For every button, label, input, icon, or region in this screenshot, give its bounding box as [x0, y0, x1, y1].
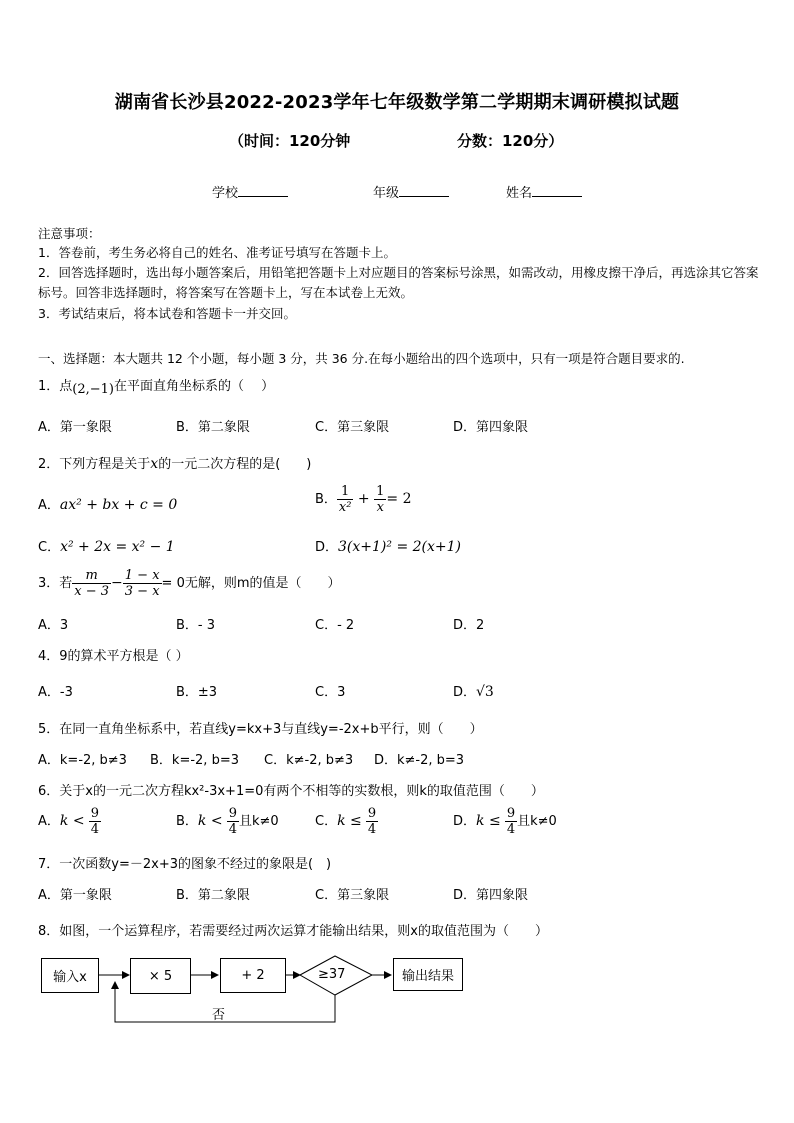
q6-option-b: B．k < $\frac{9}{4}$ 且k≠0: [176, 806, 279, 837]
question-1: [38, 375, 275, 397]
grade-field: [373, 182, 449, 201]
question-7: 7．一次函数y=－2x+3的图象不经过的象限是( ): [38, 857, 332, 872]
flow-add-box: + 2: [220, 958, 286, 993]
exam-score: 分数：120分）: [457, 132, 564, 150]
question-8: 8．如图，一个运算程序，若需要经过两次运算才能输出结果，则x的取值范围为（ ）: [38, 924, 548, 939]
school-field: [212, 182, 288, 201]
q4-option-b: B．±3: [176, 685, 218, 700]
q3-frac1: $\frac{m}{x - 3}$: [74, 568, 110, 599]
q2-b-frac1: $\frac{1}{\text{x²}}$: [338, 484, 352, 515]
q3-option-c: C．- 2: [315, 618, 355, 633]
q5-option-b: B．k=-2, b=3: [150, 753, 239, 768]
note-item-2: 2．回答选择题时，选出每小题答案后，用铅笔把答题卡上对应题目的答案标号涂黑，如需改动，用橡皮擦干净后，再选涂其它答案标号。回答非选择题时，将答案写在答题卡上，写在本试卷上无效。: [38, 265, 759, 300]
q2-b-frac2: $\frac{1}{x}$: [376, 484, 385, 515]
name-field: [506, 182, 582, 201]
q6-option-d: D．k ≤ $\frac{9}{4}$ 且k≠0: [453, 806, 557, 837]
q3-option-a: A．3: [38, 618, 69, 633]
q1-option-d: D．第四象限: [453, 420, 529, 435]
q7-option-c: C．第三象限: [315, 888, 390, 903]
school-blank: [238, 184, 288, 197]
school-label: 学校: [212, 186, 239, 201]
q5-option-a: A．k=-2, b≠3: [38, 753, 127, 768]
q2-option-c: C．x² + 2x = x² − 1: [38, 539, 175, 555]
q3-post: = 0无解，则m的值是（ ）: [161, 576, 341, 591]
q1-point: (2,−1): [72, 382, 114, 397]
question-2: [38, 453, 311, 472]
q6-option-c: C．k ≤ $\frac{9}{4}$: [315, 806, 377, 837]
name-blank: [532, 184, 582, 197]
q2-option-d: D．3(x+1)² = 2(x+1): [315, 539, 461, 555]
q6-b-frac: $\frac{9}{4}$: [228, 806, 238, 837]
question-6: 6．关于x的一元二次方程kx²-3x+1=0有两个不相等的实数根，则k的取值范围（ ）: [38, 784, 544, 799]
grade-blank: [399, 184, 449, 197]
q4-d-math: √3: [476, 684, 494, 700]
q2-option-a: A．ax² + bx + c = 0: [38, 497, 178, 513]
q2-option-b: B． $\frac{1}{\text{x²}}$ + $\frac{1}{x}$ = 2: [315, 484, 412, 515]
q6-a-frac: $\frac{9}{4}$: [90, 806, 99, 837]
q1-option-c: C．第三象限: [315, 420, 390, 435]
q4-option-c: C．3: [315, 685, 346, 700]
note-item-1: 1．答卷前，考生务必将自己的姓名、准考证号填写在答题卡上。: [38, 245, 396, 260]
notes-heading: 注意事项：: [38, 226, 101, 241]
q2-d-math: 3(x+1)² = 2(x+1): [338, 539, 461, 555]
q2-post: 的一元二次方程的是( ): [158, 457, 312, 472]
q1-pre: 1．点: [38, 379, 73, 394]
q4-d-label: D．: [453, 685, 477, 700]
q3-frac2: $\frac{1 - x}{3 - x}$: [124, 568, 160, 599]
q7-option-b: B．第二象限: [176, 888, 250, 903]
q1-option-a: A．第一象限: [38, 420, 112, 435]
q4-option-d: [453, 681, 494, 700]
flow-output-box: 输出结果: [393, 958, 463, 991]
question-4: 4．9的算术平方根是（ ）: [38, 649, 189, 664]
q2-b-tail: = 2: [386, 491, 412, 507]
q1-option-b: B．第二象限: [176, 420, 250, 435]
flow-input-box: 输入x: [41, 958, 99, 993]
flow-no-label: 否: [212, 1008, 226, 1023]
q2-c-math: x² + 2x = x² − 1: [60, 539, 175, 555]
question-3: 3．若 $\frac{m}{x - 3}$ − $\frac{1 - x}{3 - x}$ = 0无解，则m的值是（ ）: [38, 568, 341, 599]
question-5: 5．在同一直角坐标系中，若直线y=kx+3与直线y=-2x+b平行，则（ ）: [38, 722, 483, 737]
q6-option-a: A．k < $\frac{9}{4}$: [38, 806, 99, 837]
q3-pre: 3．若: [38, 576, 73, 591]
exam-time: （时间：120分钟: [229, 132, 351, 150]
q4-option-a: A．-3: [38, 685, 73, 700]
flow-multiply-box: × 5: [130, 958, 191, 994]
q1-post: 在平面直角坐标系的（ ）: [114, 379, 275, 394]
q5-option-d: D．k≠-2, b=3: [374, 753, 465, 768]
q2-pre: 2．下列方程是关于: [38, 457, 151, 472]
q7-option-d: D．第四象限: [453, 888, 529, 903]
flow-condition-label: ≥37: [318, 967, 346, 982]
q2-var: x: [150, 456, 159, 472]
q3-option-b: B．- 3: [176, 618, 216, 633]
q6-c-frac: $\frac{9}{4}$: [367, 806, 377, 837]
grade-label: 年级: [373, 186, 400, 201]
note-item-3: 3．考试结束后，将本试卷和答题卡一并交回。: [38, 306, 296, 321]
name-label: 姓名: [506, 186, 533, 201]
q7-option-a: A．第一象限: [38, 888, 112, 903]
q3-option-d: D．2: [453, 618, 485, 633]
page-title: 湖南省长沙县2022-2023学年七年级数学第二学期期末调研模拟试题: [114, 92, 680, 113]
q5-option-c: C．k≠-2, b≠3: [264, 753, 354, 768]
q6-d-frac: $\frac{9}{4}$: [506, 806, 516, 837]
section-heading: 一、选择题：本大题共 12 个小题，每小题 3 分，共 36 分.在每小题给出的四个选项中，只有一项是符合题目要求的.: [38, 351, 685, 366]
q2-a-math: ax² + bx + c = 0: [59, 497, 178, 513]
